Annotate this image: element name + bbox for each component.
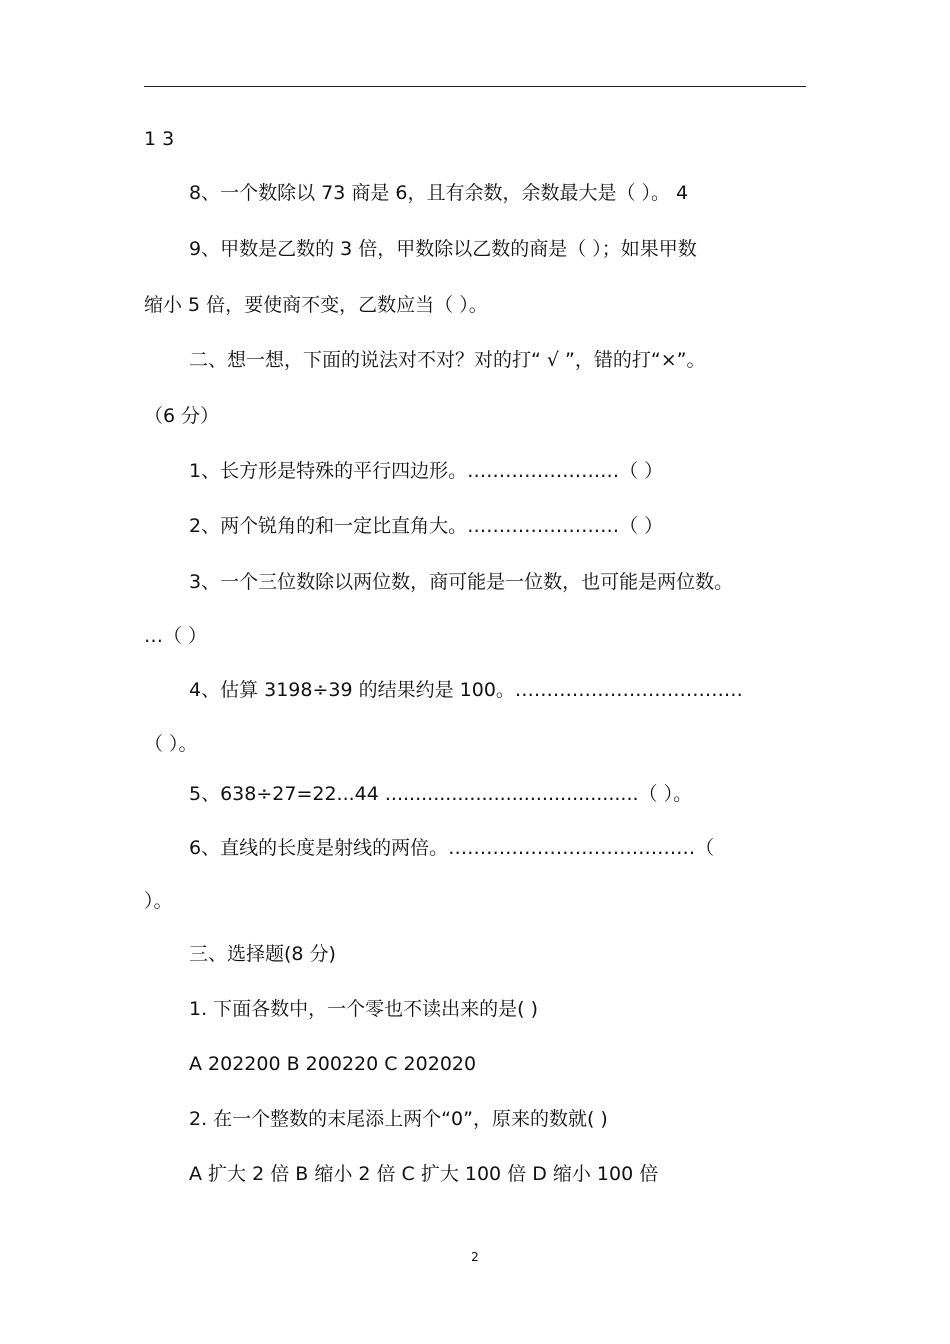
page-number: 2: [471, 1250, 479, 1264]
choice-question-2-options: A 扩大 2 倍 B 缩小 2 倍 C 扩大 100 倍 D 缩小 100 倍: [189, 1163, 659, 1185]
question-9-continued: 缩小 5 倍，要使商不变，乙数应当（ ）。: [144, 294, 488, 316]
judge-item-5: 5、638÷27=22...44 ..........................................（ ）。: [189, 783, 693, 805]
choice-question-1: 1. 下面各数中，一个零也不读出来的是( ): [189, 998, 539, 1020]
judge-item-3-continued: …（ ）: [144, 625, 208, 647]
judge-item-4: 4、估算 3198÷39 的结果约是 100。………………………………: [189, 679, 743, 701]
judge-item-1: 1、长方形是特殊的平行四边形。……………………（ ）: [189, 460, 664, 482]
choice-question-1-options: A 202200 B 200220 C 202020: [189, 1053, 477, 1075]
section-2-heading: 二、想一想，下面的说法对不对？对的打“ √ ”，错的打“×”。: [189, 349, 706, 371]
judge-item-3: 3、一个三位数除以两位数，商可能是一位数，也可能是两位数。: [189, 571, 734, 593]
judge-item-6: 6、直线的长度是射线的两倍。…………………………………（: [189, 837, 715, 859]
choice-question-2: 2. 在一个整数的末尾添上两个“0”，原来的数就( ): [189, 1108, 608, 1130]
header-rule: [144, 86, 806, 87]
section-3-heading: 三、选择题(8 分): [189, 943, 336, 965]
top-fragment-text: 1 3: [144, 128, 175, 150]
judge-item-6-continued: ）。: [144, 890, 173, 912]
question-9-text: 9、甲数是乙数的 3 倍，甲数除以乙数的商是（ ）；如果甲数: [189, 238, 697, 260]
question-8-text: 8、一个数除以 73 商是 6，且有余数，余数最大是（ ）。 4: [189, 182, 689, 204]
section-2-score: （6 分）: [144, 405, 220, 427]
judge-item-4-continued: （ ）。: [144, 733, 198, 755]
judge-item-2: 2、两个锐角的和一定比直角大。……………………（ ）: [189, 515, 664, 537]
